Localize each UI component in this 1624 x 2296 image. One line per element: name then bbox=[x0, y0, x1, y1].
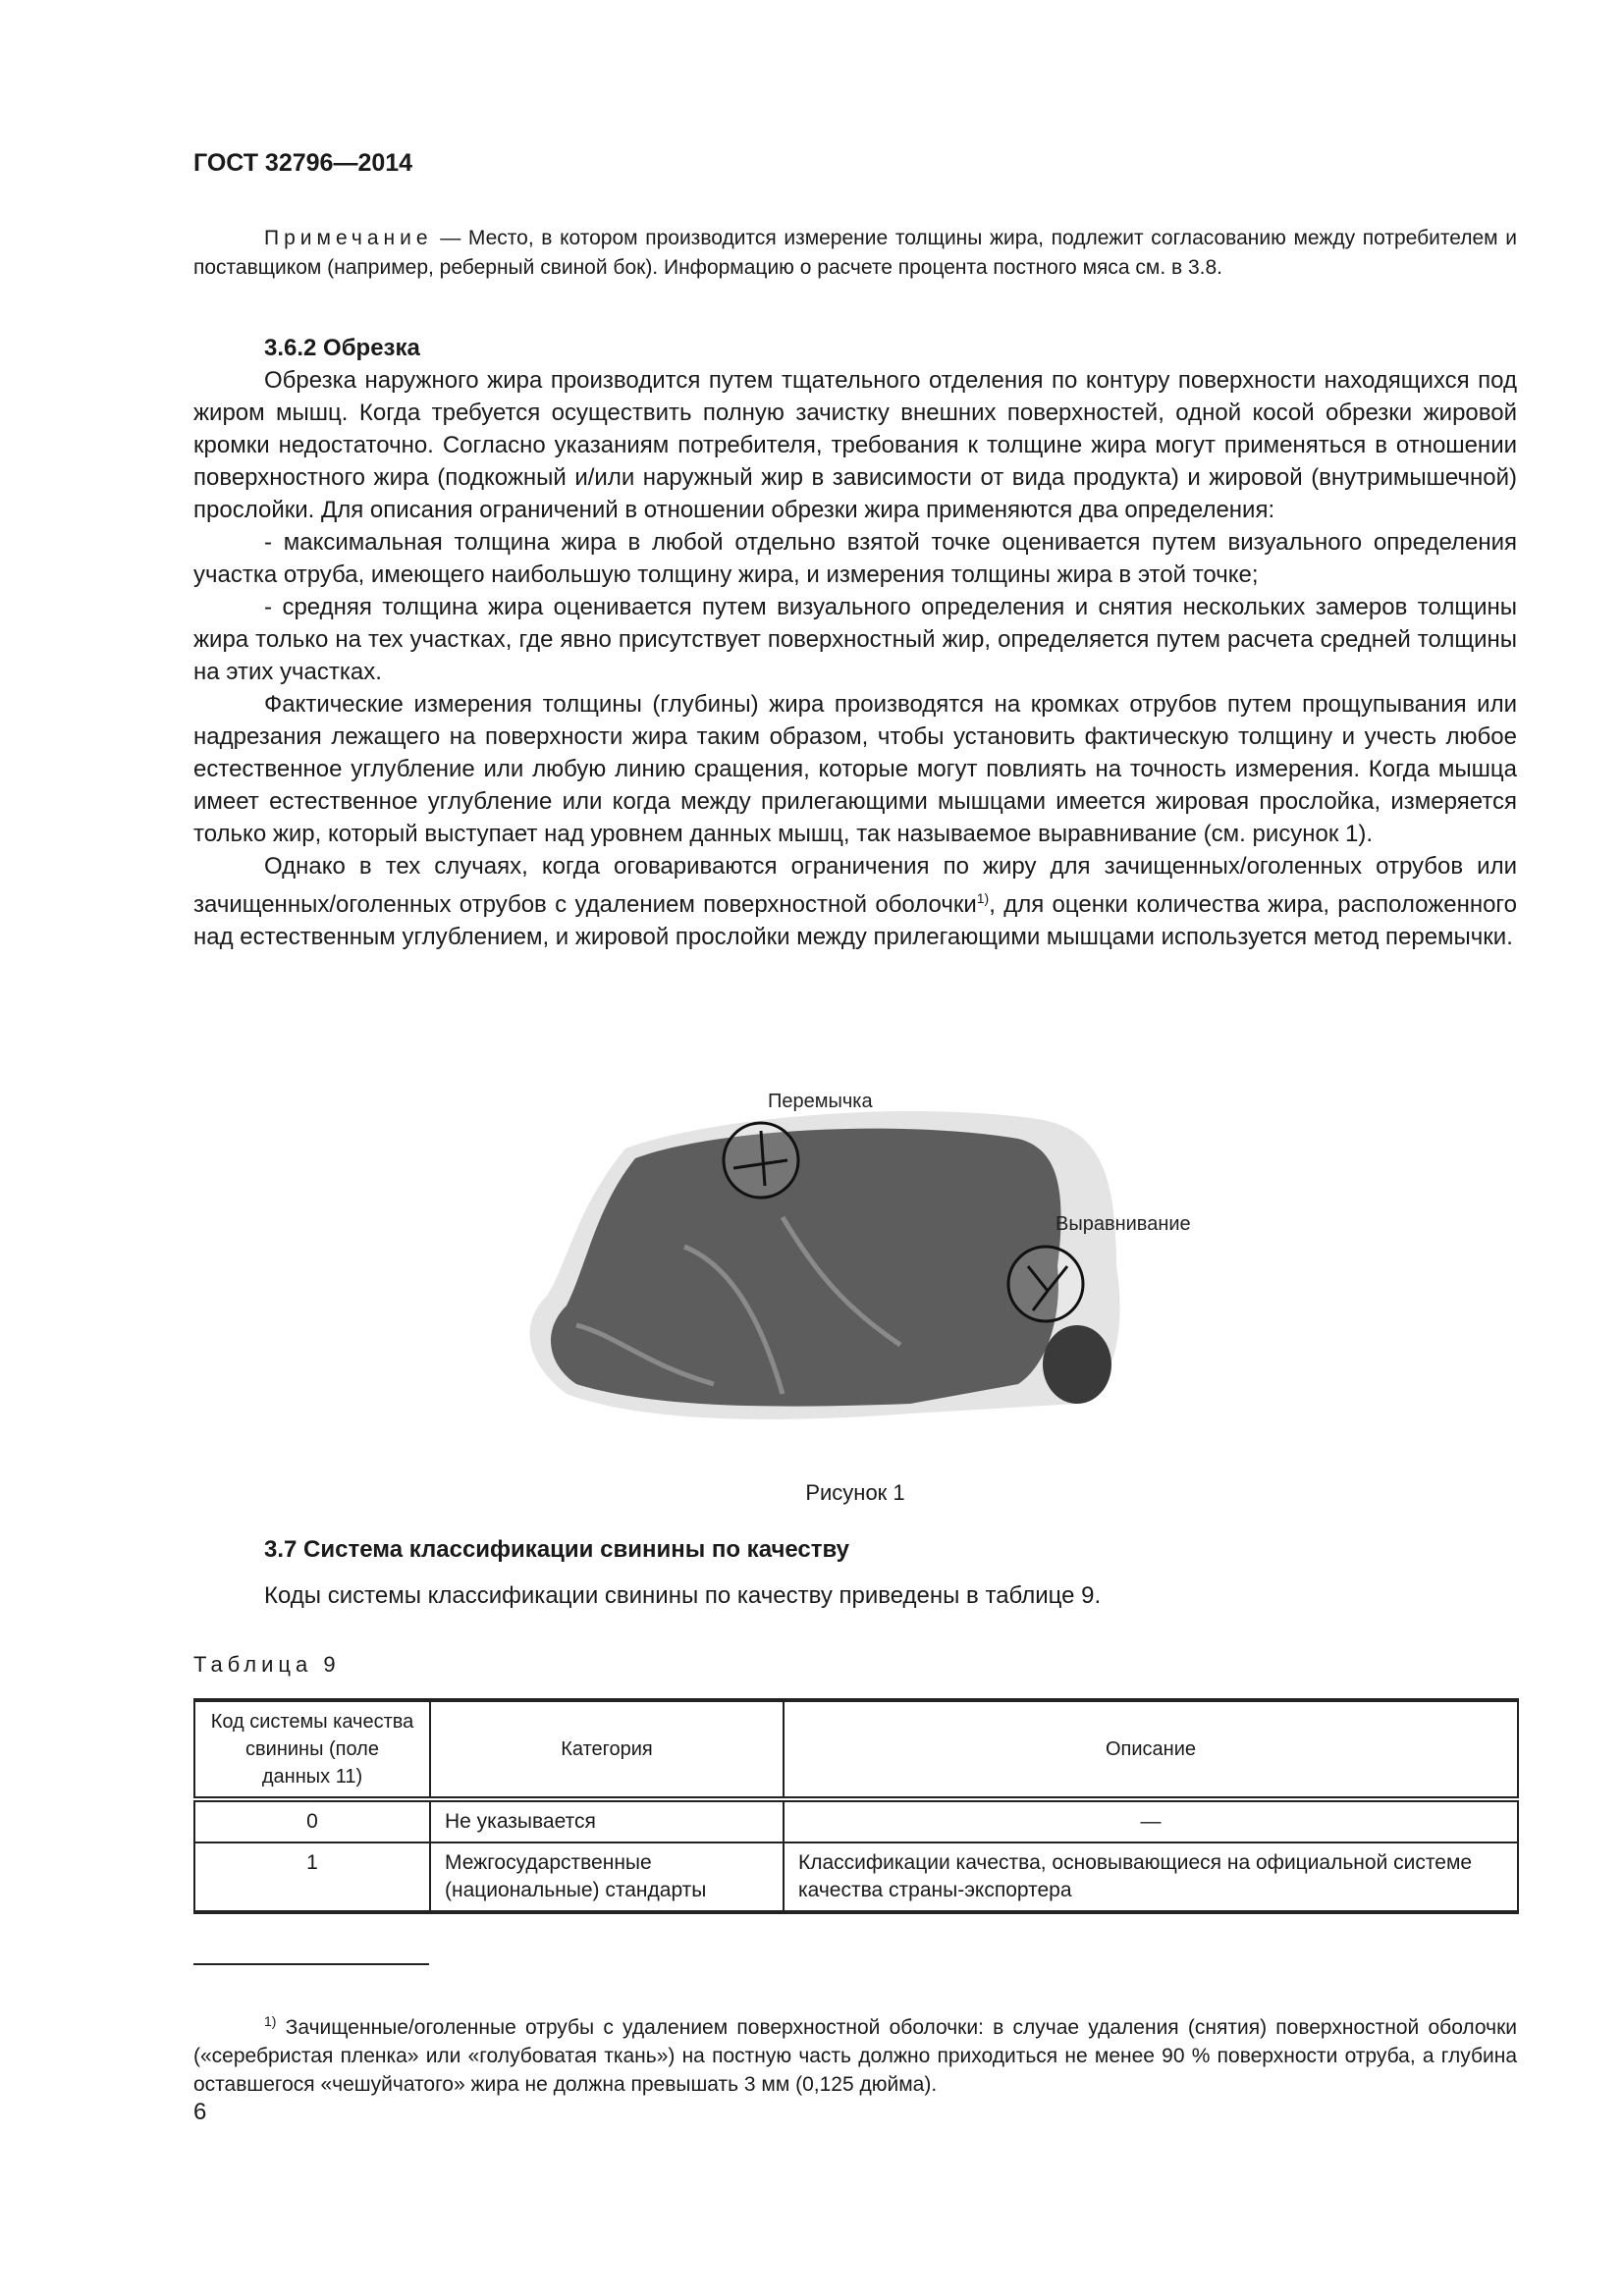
col-header-code: Код системы качества свинины (поле данных 11) bbox=[194, 1700, 430, 1799]
table-row bbox=[194, 1799, 1518, 1842]
text: Однако в тех случаях, когда оговариваются ограничения по жиру для зачищенных/оголенных отрубов или зачищенных/оголенных отрубов с удалением поверхностной оболочки bbox=[193, 853, 1517, 918]
bridge-marker bbox=[724, 1123, 798, 1198]
cell-description: — bbox=[784, 1799, 1518, 1842]
cell-description: Классификации качества, основывающиеся на официальной системе качества страны-экспортера bbox=[784, 1842, 1518, 1912]
label-bridge: Перемычка bbox=[768, 1091, 873, 1112]
table-header-row bbox=[194, 1700, 1518, 1799]
cell-category: Межгосударственные (национальные) стандарты bbox=[430, 1842, 784, 1912]
note-label: Примечание bbox=[264, 227, 433, 249]
paragraph: Обрезка наружного жира производится путем тщательного отделения по контуру поверхности находящихся под жиром мышц. Когда требуется осуществить полную зачистку внешних поверхностей, одной косой обрезки жировой кромки недостаточно. Согласно указаниям потребителя, требования к толщине жира могут применяться в отношении поверхностного жира (подкожный и/или наружный жир в зависимости от вида продукта) и жировой (внутримышечной) прослойки. Для описания ограничений в отношении обрезки жира применяются два определения: bbox=[193, 367, 1517, 523]
section-3-7-title: 3.7 Система классификации свинины по качеству bbox=[264, 1536, 850, 1563]
footnote-text: Зачищенные/оголенные отрубы с удалением поверхностной оболочки: в случае удаления (снятия) поверхностной оболочки («серебристая пленка» или «голубоватая ткань») на постную часть должно приходиться не менее 90 % поверхности отруба, а глубина оставшегося «чешуйчатого» жира не должна превышать 3 мм (0,125 дюйма). bbox=[193, 2016, 1517, 2096]
col-header-description: Описание bbox=[784, 1700, 1518, 1799]
label-leveling: Выравнивание bbox=[1056, 1213, 1191, 1235]
col-header-category: Категория bbox=[430, 1700, 784, 1799]
table-9 bbox=[193, 1698, 1519, 1914]
table-caption: Таблица 9 bbox=[193, 1652, 341, 1677]
standard-header: ГОСТ 32796—2014 bbox=[193, 149, 413, 177]
cell-code: 1 bbox=[194, 1842, 430, 1912]
paragraph: Фактические измерения толщины (глубины) жира производятся на кромках отрубов путем прощупывания или надрезания лежащего на поверхности жира таким образом, чтобы установить фактическую толщину и учесть любое естественное углубление или любую линию сращения, которые могут повлиять на точность измерения. Когда мышца имеет естественное углубление или когда между прилегающими мышцами имеется жировая прослойка, измеряется только жир, который выступает над уровнем данных мышц, так называемое выравнивание (см. рисунок 1). bbox=[193, 691, 1517, 847]
figure-caption: Рисунок 1 bbox=[805, 1480, 905, 1505]
cell-category: Не указывается bbox=[430, 1799, 784, 1842]
meat-illustration bbox=[488, 1070, 1234, 1482]
section-3-6-2 bbox=[193, 332, 1517, 953]
footnote-ref: 1) bbox=[976, 890, 990, 906]
table-row bbox=[194, 1842, 1518, 1912]
section-title: 3.6.2 Обрезка bbox=[264, 335, 420, 361]
note-text: — Место, в котором производится измерение толщины жира, подлежит согласованию между потребителем и поставщиком (например, реберный свиной бок). Информацию о расчете процента постного мяса см. в 3.8. bbox=[193, 227, 1517, 279]
footnote bbox=[193, 2007, 1517, 2099]
figure-1-meat-cut bbox=[488, 1070, 1234, 1482]
footnote-divider bbox=[193, 1963, 429, 1965]
text: , для оценки количества жира, расположенного над естественным углублением, и жировой прослойки между прилегающими мышцами используется метод перемычки. bbox=[193, 891, 1517, 950]
paragraph bbox=[193, 850, 1517, 953]
cell-code: 0 bbox=[194, 1799, 430, 1842]
footnote-mark: 1) bbox=[264, 2013, 277, 2029]
section-3-7-text: Коды системы классификации свинины по качеству приведены в таблице 9. bbox=[264, 1582, 1102, 1609]
paragraph: - средняя толщина жира оценивается путем визуального определения и снятия нескольких замеров толщины жира только на тех участках, где явно присутствует поверхностный жир, определяется путем расчета средней толщины на этих участках. bbox=[193, 594, 1517, 685]
note bbox=[193, 224, 1517, 283]
leveling-marker bbox=[1008, 1247, 1083, 1321]
page-number: 6 bbox=[193, 2099, 207, 2125]
paragraph: - максимальная толщина жира в любой отдельно взятой точке оценивается путем визуального определения участка отруба, имеющего наибольшую толщину жира, и измерения толщины жира в этой точке; bbox=[193, 529, 1517, 588]
